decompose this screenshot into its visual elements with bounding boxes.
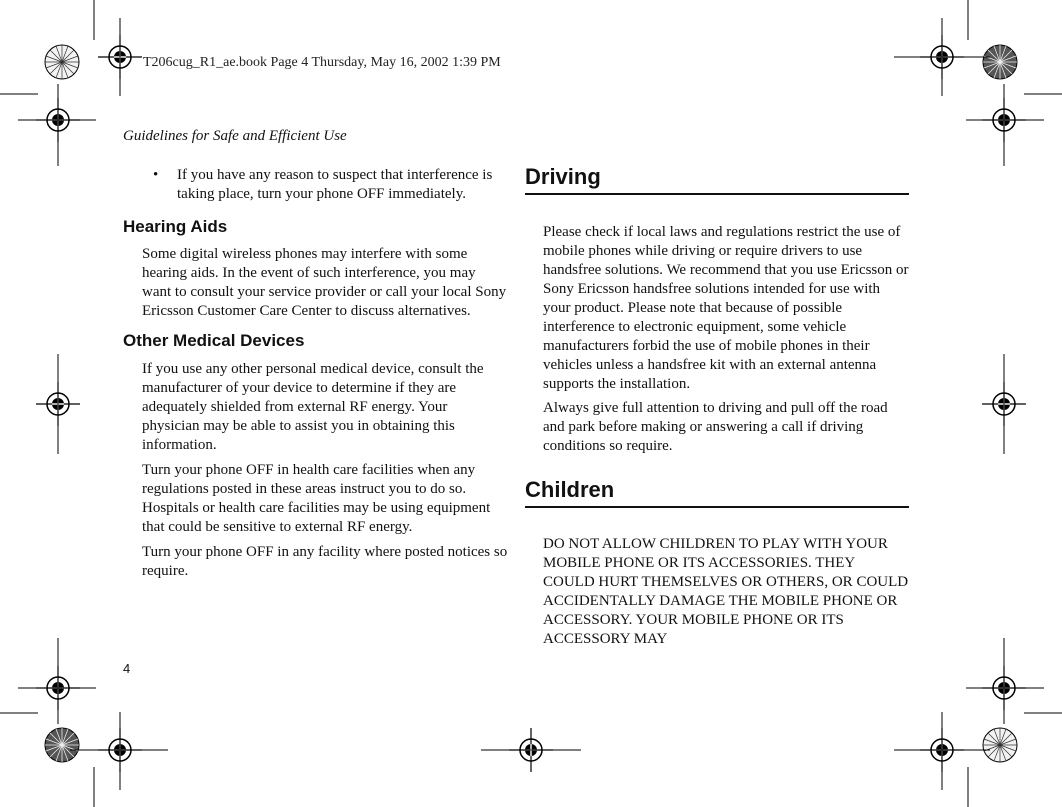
hearing-aids-text: Some digital wireless phones may interfere with some hearing aids. In the event of such interference, you may want to consult your service provider or call your local Sony Ericsson Customer Care Center to discuss alternatives. (142, 246, 507, 319)
driving-text-2: Always give full attention to driving and pull off the road and park before making or answering a call if driving conditions so require. (543, 400, 888, 454)
other-medical-text-1: If you use any other personal medical device, consult the manufacturer of your device to determine if they are adequately shielded from external RF energy. Your physician may be able to assist you in obtaining this information. (142, 361, 484, 453)
bullet-icon: • (153, 167, 159, 183)
children-text: DO NOT ALLOW CHILDREN TO PLAY WITH YOUR MOBILE PHONE OR ITS ACCESSORIES. THEY COULD HURT THEMSELVES OR OTHERS, OR COULD ACCIDENTALLY DAMAGE THE MOBILE PHONE OR ACCESSORY. YOUR MOBILE PHONE OR ITS ACCESSORY MAY (543, 536, 909, 647)
heading-driving: Driving (525, 164, 909, 195)
heading-children: Children (525, 477, 909, 508)
left-column (123, 166, 508, 581)
other-medical-text-3: Turn your phone OFF in any facility where posted notices so require. (142, 544, 508, 579)
page-number: 4 (123, 661, 131, 676)
print-slug: T206cug_R1_ae.book Page 4 Thursday, May 16, 2002 1:39 PM (143, 55, 501, 70)
bullet-text: If you have any reason to suspect that interference is taking place, turn your phone OFF immediately. (177, 167, 493, 202)
heading-other-medical-devices: Other Medical Devices (123, 331, 305, 350)
bullet-item (153, 166, 508, 204)
other-medical-text-2: Turn your phone OFF in health care facilities when any regulations posted in these areas instruct you to do so. Hospitals or health care facilities may be using equipment that could be sensitive to external RF energy. (142, 462, 491, 535)
heading-hearing-aids: Hearing Aids (123, 217, 228, 236)
running-head: Guidelines for Safe and Efficient Use (123, 128, 347, 144)
right-column (525, 164, 909, 649)
driving-text-1: Please check if local laws and regulations restrict the use of mobile phones while driving or require drivers to use handsfree solutions. We recommend that you use Ericsson or Sony Ericsson handsfree solutions intended for use with your product. Please note that because of possible interference to electronic equipment, some vehicle manufacturers forbid the use of mobile phones in their vehicles unless a handsfree kit with an external antenna supports the installation. (543, 224, 909, 392)
